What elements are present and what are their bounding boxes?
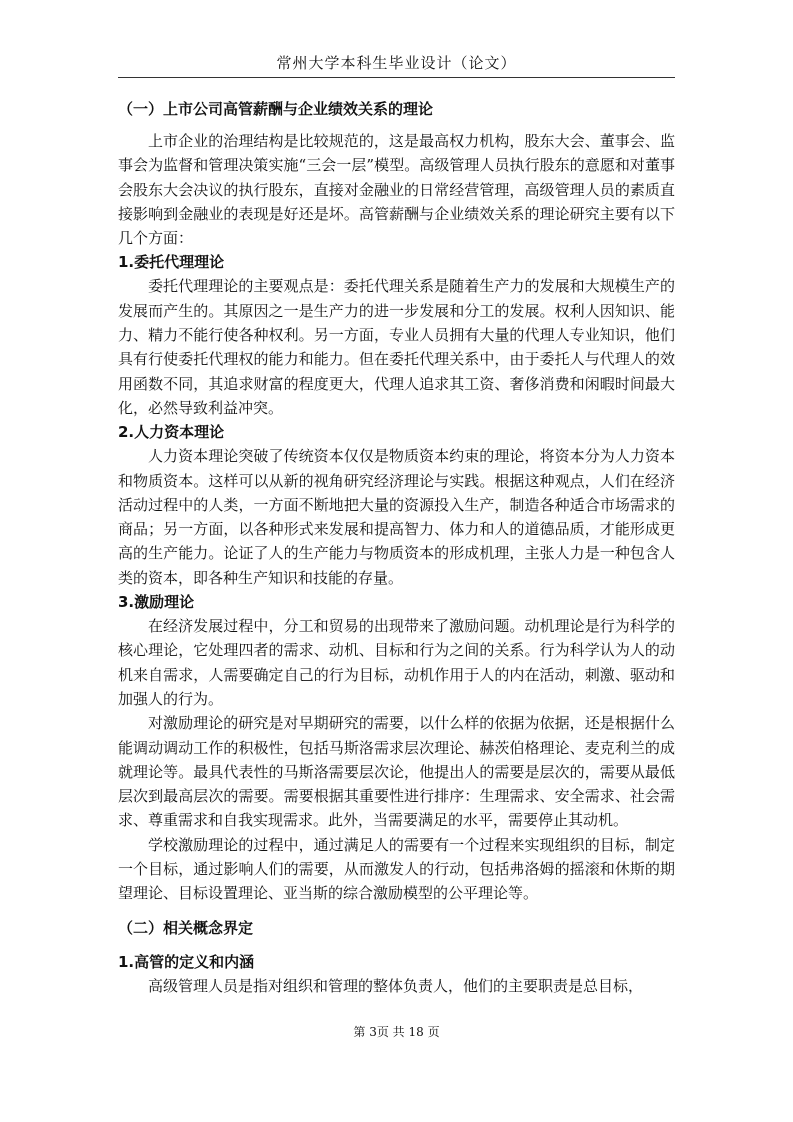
section-heading-2: （二）相关概念界定 <box>118 918 254 937</box>
page-footer: 第 3页 共 18 页 <box>353 1025 440 1039</box>
paragraph-incentive-1: 在经济发展过程中，分工和贸易的出现带来了激励问题。动机理论是行为科学的核心理论，它处理四者的需求、动机、目标和行为之间的关系。行为科学认为人的动机来自需求，人需要确定自己的行为目标，动机作用于人的内在活动，刺激、驱动和加强人的行为。 <box>118 617 675 708</box>
paragraph-human-capital: 人力资本理论突破了传统资本仅仅是物质资本约束的理论，将资本分为人力资本和物质资本。这样可以从新的视角研究经济理论与实践。根据这种观点，人们在经济活动过程中的人类，一方面不断地把大量的资源投入生产，制造各种适合市场需求的商品；另一方面，以各种形式来发展和提高智力、体力和人的道德品质，才能形成更高的生产能力。论证了人的生产能力与物质资本的形成机理，主张人力是一种包含人类的资本，即各种生产知识和技能的存量。 <box>118 447 675 587</box>
subheading-incentive-theory: 3.激励理论 <box>118 593 195 612</box>
page-body <box>118 93 675 998</box>
paragraph-agency-theory: 委托代理理论的主要观点是：委托代理关系是随着生产力的发展和大规模生产的发展而产生的。其原因之一是生产力的进一步发展和分工的发展。权利人因知识、能力、精力不能行使各种权利。另一方面，专业人员拥有大量的代理人专业知识，他们具有行使委托代理权的能力和能力。但在委托代理关系中，由于委托人与代理人的效用函数不同，其追求财富的程度更大，代理人追求其工资、奢侈消费和闲暇时间最大化，必然导致利益冲突。 <box>118 277 675 417</box>
subheading-agency-theory: 1.委托代理理论 <box>118 253 225 272</box>
page-header: 常州大学本科生毕业设计（论文） <box>276 54 517 72</box>
subheading-executive-definition: 1.高管的定义和内涵 <box>118 952 255 971</box>
paragraph-intro: 上市企业的治理结构是比较规范的，这是最高权力机构，股东大会、董事会、监事会为监督和管理决策实施“三会一层”模型。高级管理人员执行股东的意愿和对董事会股东大会决议的执行股东，直接对金融业的日常经营管理，高级管理人员的素质直接影响到金融业的表现是好还是坏。高管薪酬与企业绩效关系的理论研究主要有以下几个方面： <box>118 132 675 248</box>
paragraph-incentive-3: 学校激励理论的过程中，通过满足人的需要有一个过程来实现组织的目标，制定一个目标，通过影响人们的需要，从而激发人的行动，包括弗洛姆的摇滚和休斯的期望理论、目标设置理论、亚当斯的综合激励模型的公平理论等。 <box>118 835 675 903</box>
header-rule <box>118 77 675 78</box>
section-heading-1: （一）上市公司高管薪酬与企业绩效关系的理论 <box>118 100 434 118</box>
paragraph-incentive-2: 对激励理论的研究是对早期研究的需要，以什么样的依据为依据，还是根据什么能调动调动工作的积极性，包括马斯洛需求层次理论、赫茨伯格理论、麦克利兰的成就理论等。最具代表性的马斯洛需要层次论，他提出人的需要是层次的，需要从最低层次到最高层次的需要。需要根据其重要性进行排序：生理需求、安全需求、社会需求、尊重需求和自我实现需求。此外，当需要满足的水平，需要停止其动机。 <box>118 714 675 830</box>
subheading-human-capital: 2.人力资本理论 <box>118 423 225 442</box>
paragraph-executive-definition: 高级管理人员是指对组织和管理的整体负责人，他们的主要职责是总目标， <box>148 976 644 995</box>
